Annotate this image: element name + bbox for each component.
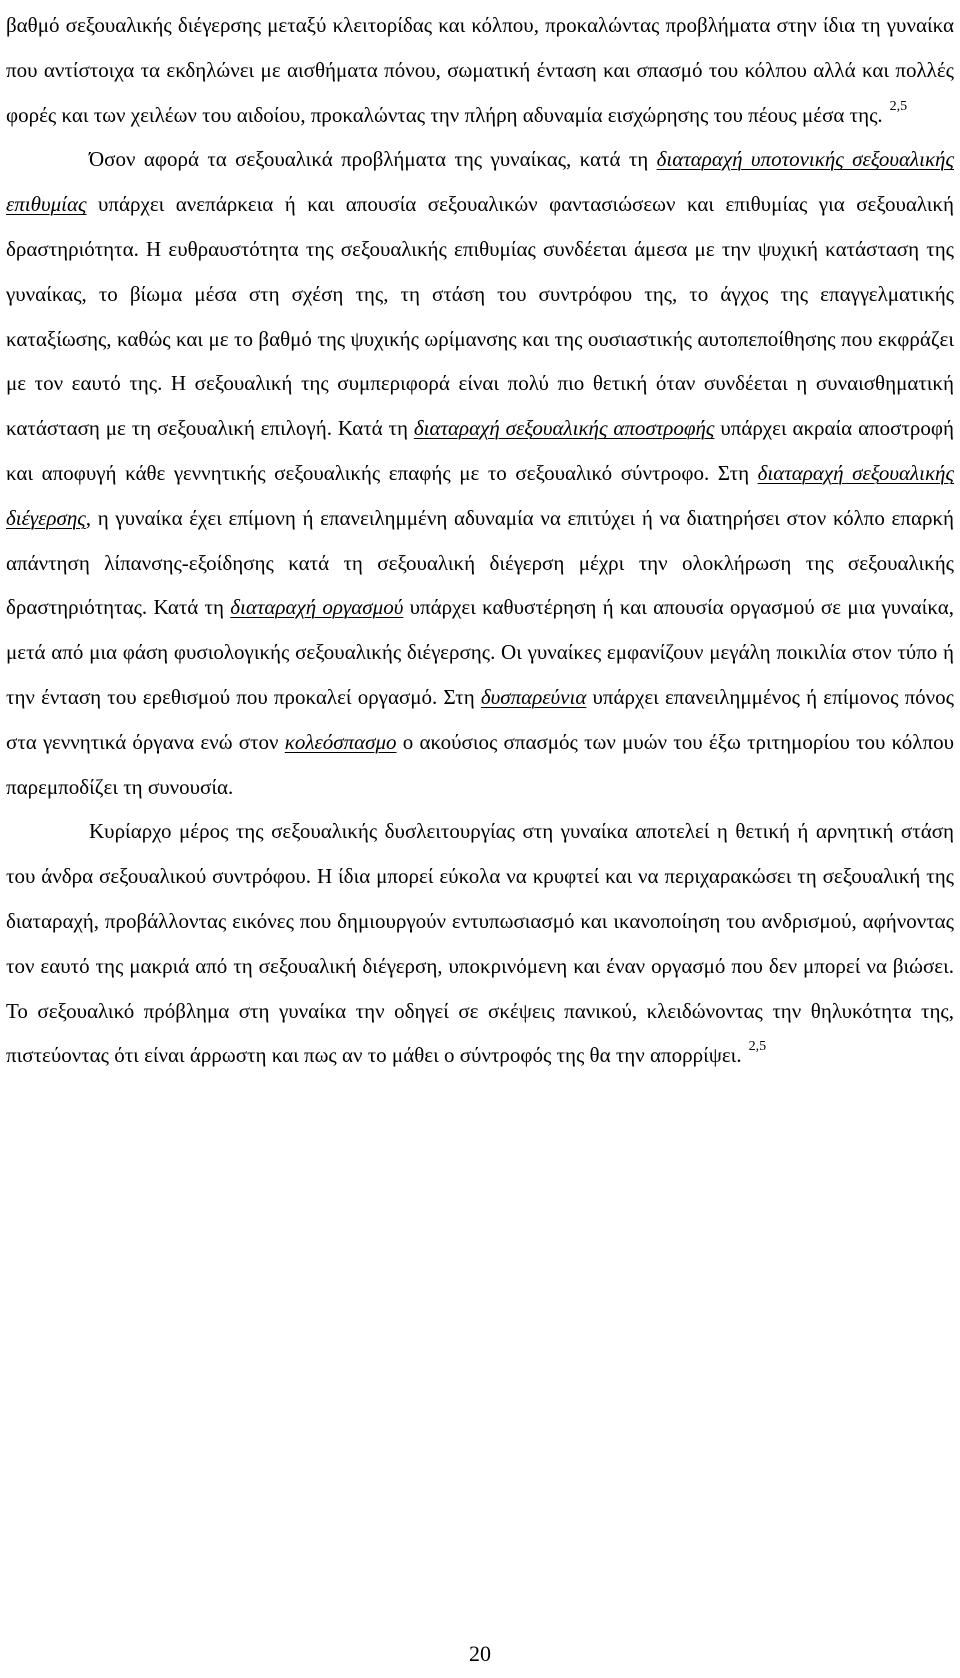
term-dyspareunia: δυσπαρεύνια [480,684,587,709]
body-text [6,3,954,1078]
footnote-reference: 2,5 [889,98,908,114]
paragraph-2-text: υπάρχει ακραία αποστροφή και αποφυγή κάθε γεννητικής σεξουαλικής επαφής με το σεξουαλικό σύντροφο. Στη [6,416,955,485]
page-number: 20 [469,1641,491,1666]
paragraph-2-text: Όσον αφορά τα σεξουαλικά προβλήματα της γυναίκας, κατά τη [89,147,657,172]
term-vaginismus: κολεόσπασμο [284,729,397,754]
term-orgasm-disorder: διαταραχή οργασμού [230,595,404,620]
paragraph-2-text: υπάρχει ανεπάρκεια ή και απουσία σεξουαλικών φαντασιώσεων και επιθυμίας για σεξουαλική δραστηριότητα. Η ευθραυστότητα της σεξουαλικής επιθυμίας συνδέεται άμεσα με την ψυχική κατάσταση της γυναίκας, το βίωμα μέσα στη σχέση της, τη στάση του συντρόφου της, το άγχος της επαγγελματικής καταξίωσης, καθώς και με το βαθμό της ψυχικής ωρίμανσης και της ουσιαστικής αυτοπεποίθησης που εκφράζει με τον εαυτό της. Η σεξουαλική της συμπεριφορά είναι πολύ πιο θετική όταν συνδέεται η συναισθηματική κατάσταση με τη σεξουαλική επιλογή. Κατά τη [6,192,954,441]
paragraph-2-text: , η γυναίκα έχει επίμονη ή επανειλημμένη αδυναμία να επιτύχει ή να διατηρήσει στον κόλπο επαρκή απάντηση λίπανσης-εξοίδησης κατά τη σεξουαλική διέγερση μέχρι την ολοκλήρωση της σεξουαλικής δραστηριότητας. Κατά τη [6,505,954,620]
paragraph-2-text: υπάρχει επανειλημμένος ή επίμονος πόνος στα γεννητικά όργανα ενώ στον [6,684,954,754]
paragraph-3 [6,809,954,1078]
paragraph-2 [6,137,954,809]
paragraph-2-text: ο ακούσιος σπασμός των μυών του έξω τριτημορίου του κόλπου παρεμποδίζει τη συνουσία. [6,729,954,799]
term-hypoactive-desire: διαταραχή υποτονικής σεξουαλικής επιθυμίας [6,147,954,217]
paragraph-3-text: Κυρίαρχο μέρος της σεξουαλικής δυσλειτουργίας στη γυναίκα αποτελεί η θετική ή αρνητική στάση του άνδρα σεξουαλικού συντρόφου. Η ίδια μπορεί εύκολα να κρυφτεί και να περιχαρακώσει τη σεξουαλική της διαταραχή, προβάλλοντας εικόνες που δημιουργούν εντυπωσιασμό και ικανοποίηση του ανδρισμού, αφήνοντας τον εαυτό της μακριά από τη σεξουαλική διέγερση, υποκρινόμενη και έναν οργασμό που δεν μπορεί να βιώσει. Το σεξουαλικό πρόβλημα στη γυναίκα την οδηγεί σε σκέψεις πανικού, κλειδώνοντας την θηλυκότητα της, πιστεύοντας ότι είναι άρρωστη και πως αν το μάθει ο σύντροφός της θα την απορρίψει. [6,819,954,1068]
paragraph-1 [6,3,954,137]
term-arousal-disorder: διαταραχή σεξουαλικής διέγερσης [6,460,954,530]
paragraph-1-text: βαθμό σεξουαλικής διέγερσης μεταξύ κλειτορίδας και κόλπου, προκαλώντας προβλήματα στην ίδια τη γυναίκα που αντίστοιχα τα εκδηλώνει με αισθήματα πόνου, σωματική ένταση και σπασμό του κόλπου αλλά και πολλές φορές και των χειλέων του αιδοίου, προκαλώντας την πλήρη αδυναμία εισχώρησης του πέους μέσα της. [6,13,954,127]
term-sexual-aversion: διαταραχή σεξουαλικής αποστροφής [413,416,715,441]
footnote-reference: 2,5 [748,1039,767,1055]
paragraph-2-text: υπάρχει καθυστέρηση ή και απουσία οργασμού σε μια γυναίκα, μετά από μια φάση φυσιολογικής σεξουαλικής διέγερσης. Οι γυναίκες εμφανίζουν μεγάλη ποικιλία στον τύπο ή την ένταση του ερεθισμού που προκαλεί οργασμό. Στη [6,595,954,709]
